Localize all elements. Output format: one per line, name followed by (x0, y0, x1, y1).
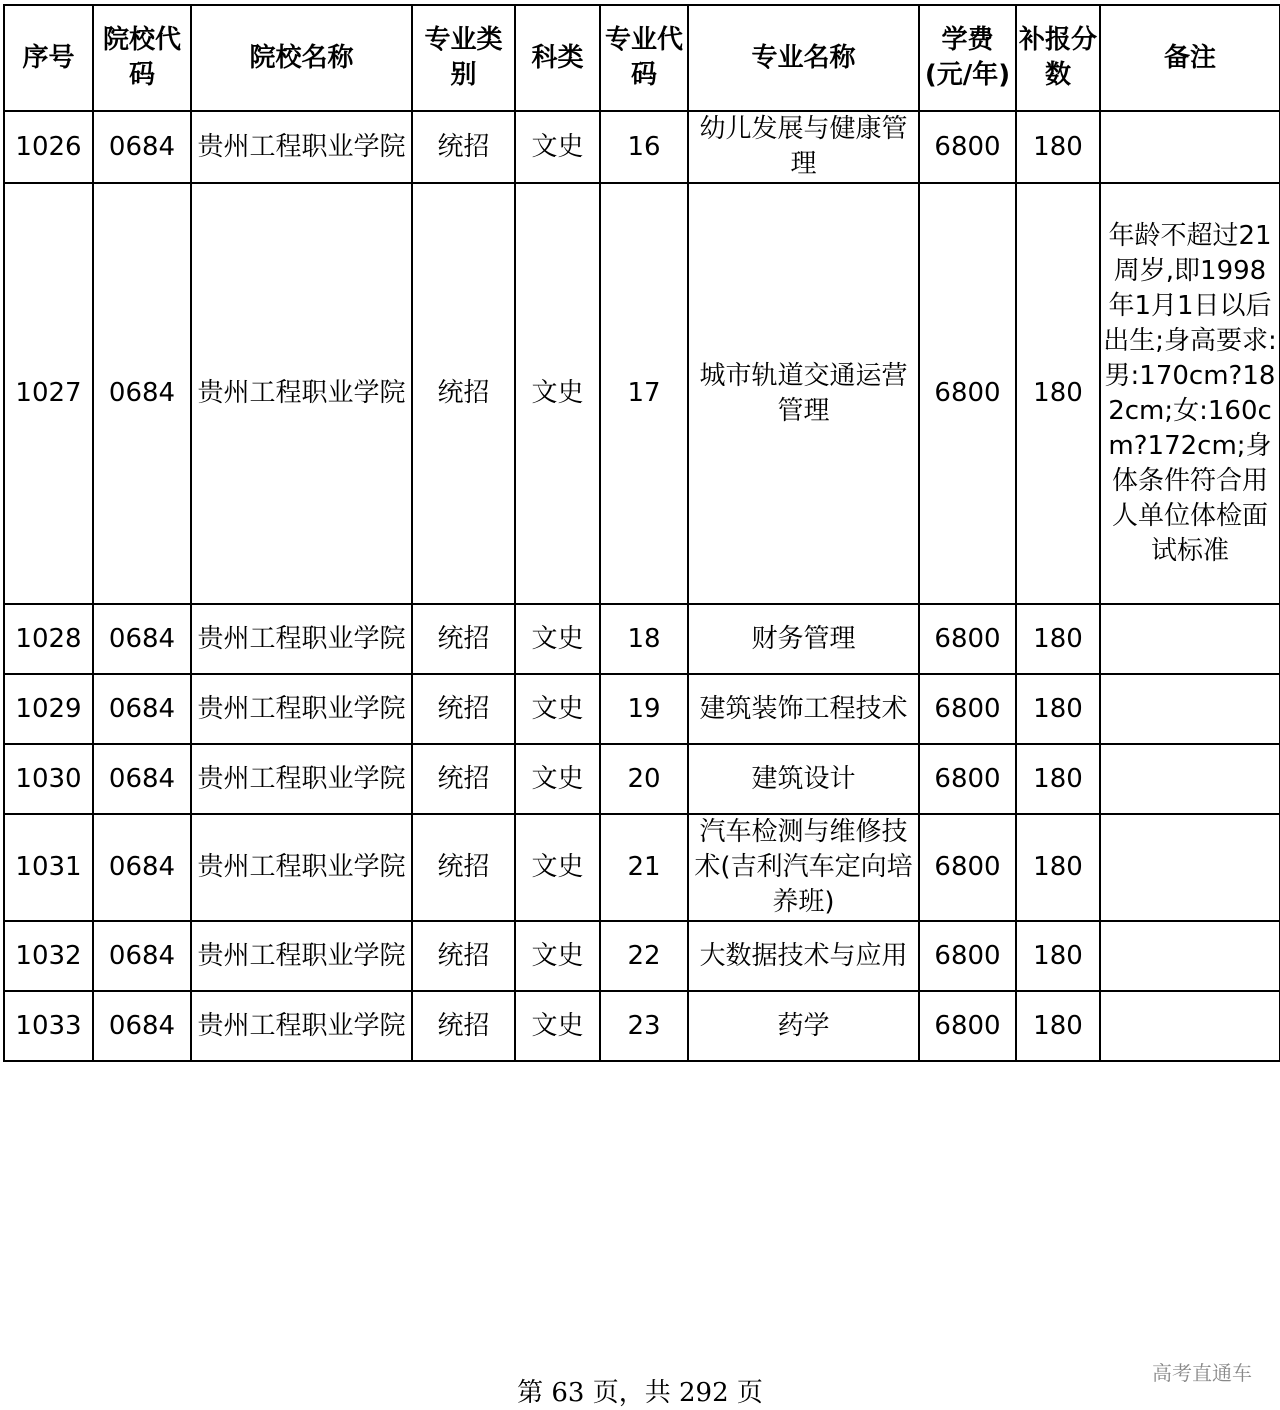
table-row (4, 744, 1280, 814)
cell-score: 180 (1016, 674, 1100, 744)
cell-seq: 1029 (4, 674, 93, 744)
cell-seq: 1027 (4, 183, 93, 604)
header-tuition: 学费(元/年) (919, 5, 1016, 111)
cell-tuition: 6800 (919, 991, 1016, 1061)
cell-note (1100, 674, 1280, 744)
cell-seq: 1032 (4, 921, 93, 991)
cell-school-name: 贵州工程职业学院 (191, 744, 412, 814)
cell-major-name: 城市轨道交通运营管理 (688, 183, 919, 604)
cell-school-name: 贵州工程职业学院 (191, 674, 412, 744)
cell-school-name: 贵州工程职业学院 (191, 814, 412, 921)
cell-school-name: 贵州工程职业学院 (191, 921, 412, 991)
table-row (4, 674, 1280, 744)
header-seq: 序号 (4, 5, 93, 111)
cell-note (1100, 744, 1280, 814)
cell-subject: 文史 (515, 604, 600, 674)
cell-note (1100, 991, 1280, 1061)
cell-major-name: 大数据技术与应用 (688, 921, 919, 991)
cell-school-code: 0684 (93, 744, 191, 814)
header-note: 备注 (1100, 5, 1280, 111)
page-number: 第 63 页，共 292 页 (517, 1378, 763, 1408)
header-school-code: 院校代码 (93, 5, 191, 111)
cell-school-code: 0684 (93, 921, 191, 991)
table-row (4, 814, 1280, 921)
header-category: 专业类别 (412, 5, 515, 111)
cell-major-code: 16 (600, 111, 688, 183)
cell-school-name: 贵州工程职业学院 (191, 604, 412, 674)
cell-school-name: 贵州工程职业学院 (191, 991, 412, 1061)
cell-seq: 1033 (4, 991, 93, 1061)
cell-note (1100, 111, 1280, 183)
cell-major-name: 汽车检测与维修技术(吉利汽车定向培养班) (688, 814, 919, 921)
cell-category: 统招 (412, 744, 515, 814)
cell-tuition: 6800 (919, 674, 1016, 744)
cell-tuition: 6800 (919, 604, 1016, 674)
cell-subject: 文史 (515, 111, 600, 183)
cell-category: 统招 (412, 183, 515, 604)
cell-tuition: 6800 (919, 744, 1016, 814)
cell-tuition: 6800 (919, 183, 1016, 604)
header-major-code: 专业代码 (600, 5, 688, 111)
cell-subject: 文史 (515, 674, 600, 744)
cell-major-name: 建筑设计 (688, 744, 919, 814)
cell-subject: 文史 (515, 921, 600, 991)
cell-subject: 文史 (515, 744, 600, 814)
cell-major-name: 财务管理 (688, 604, 919, 674)
cell-category: 统招 (412, 111, 515, 183)
cell-major-name: 建筑装饰工程技术 (688, 674, 919, 744)
cell-seq: 1026 (4, 111, 93, 183)
cell-seq: 1030 (4, 744, 93, 814)
cell-subject: 文史 (515, 991, 600, 1061)
cell-note (1100, 604, 1280, 674)
cell-major-code: 22 (600, 921, 688, 991)
header-score: 补报分数 (1016, 5, 1100, 111)
cell-score: 180 (1016, 814, 1100, 921)
cell-school-name: 贵州工程职业学院 (191, 183, 412, 604)
header-school-name: 院校名称 (191, 5, 412, 111)
cell-score: 180 (1016, 604, 1100, 674)
cell-score: 180 (1016, 921, 1100, 991)
cell-score: 180 (1016, 111, 1100, 183)
cell-school-code: 0684 (93, 814, 191, 921)
cell-school-code: 0684 (93, 674, 191, 744)
cell-note: 年龄不超过21周岁,即1998年1月1日以后出生;身高要求:男:170cm?182cm;女:160cm?172cm;身体条件符合用人单位体检面试标准 (1100, 183, 1280, 604)
cell-major-code: 17 (600, 183, 688, 604)
table-row (4, 111, 1280, 183)
table-row (4, 183, 1280, 604)
admissions-table (3, 4, 1280, 1062)
cell-subject: 文史 (515, 183, 600, 604)
header-row (4, 5, 1280, 111)
cell-seq: 1031 (4, 814, 93, 921)
table-row (4, 604, 1280, 674)
cell-school-code: 0684 (93, 111, 191, 183)
cell-score: 180 (1016, 744, 1100, 814)
cell-major-name: 药学 (688, 991, 919, 1061)
cell-category: 统招 (412, 991, 515, 1061)
header-major-name: 专业名称 (688, 5, 919, 111)
cell-major-code: 23 (600, 991, 688, 1061)
cell-major-code: 18 (600, 604, 688, 674)
cell-seq: 1028 (4, 604, 93, 674)
cell-major-code: 19 (600, 674, 688, 744)
cell-tuition: 6800 (919, 814, 1016, 921)
cell-note (1100, 814, 1280, 921)
header-subject: 科类 (515, 5, 600, 111)
cell-major-code: 20 (600, 744, 688, 814)
cell-tuition: 6800 (919, 111, 1016, 183)
cell-note (1100, 921, 1280, 991)
cell-category: 统招 (412, 674, 515, 744)
cell-category: 统招 (412, 604, 515, 674)
cell-school-name: 贵州工程职业学院 (191, 111, 412, 183)
cell-score: 180 (1016, 991, 1100, 1061)
cell-category: 统招 (412, 814, 515, 921)
cell-major-name: 幼儿发展与健康管理 (688, 111, 919, 183)
cell-score: 180 (1016, 183, 1100, 604)
cell-major-code: 21 (600, 814, 688, 921)
cell-subject: 文史 (515, 814, 600, 921)
cell-school-code: 0684 (93, 183, 191, 604)
cell-school-code: 0684 (93, 604, 191, 674)
cell-category: 统招 (412, 921, 515, 991)
table-row (4, 921, 1280, 991)
watermark-text: 高考直通车 (1152, 1361, 1252, 1385)
cell-tuition: 6800 (919, 921, 1016, 991)
table-row (4, 991, 1280, 1061)
cell-school-code: 0684 (93, 991, 191, 1061)
